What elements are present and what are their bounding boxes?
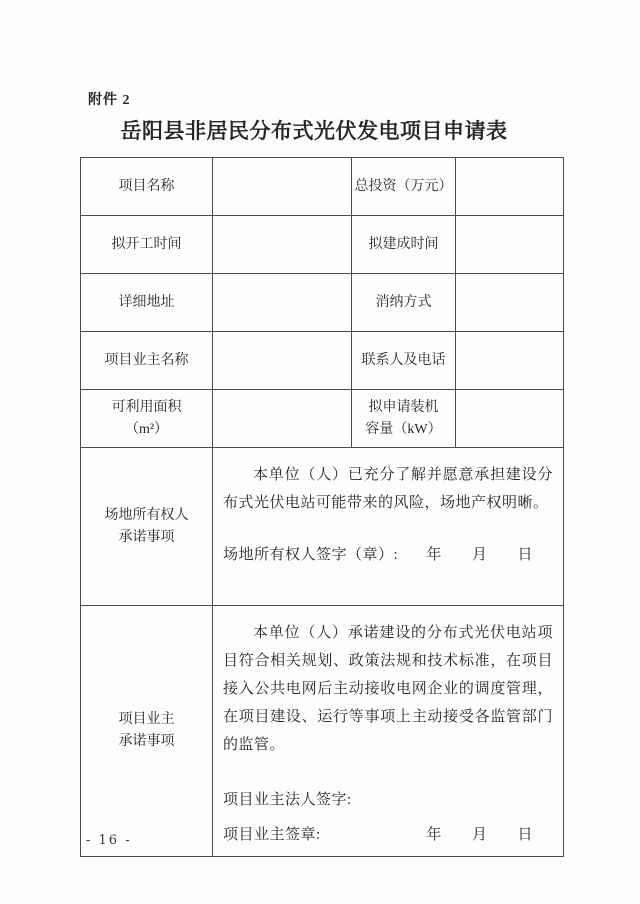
date-year-label: 年 [426,827,442,843]
date-month-label: 月 [471,547,488,563]
field-label-contact-phone: 联系人及电话 [352,332,456,390]
field-label-available-area [81,390,213,448]
field-value-consumption-mode [456,274,564,332]
field-label-owner-name: 项目业主名称 [81,332,213,390]
legal-person-signature-label: 项目业主法人签字: [223,792,352,808]
site-owner-signature-label: 场地所有权人签字（章）: [223,547,399,563]
field-value-completion-time [456,216,564,274]
attachment-label: 附件 2 [88,93,131,108]
field-value-start-time [213,216,352,274]
table-row-area-capacity [81,390,564,448]
project-owner-label-line2: 承诺事项 [118,734,175,749]
date-year-label: 年 [426,547,442,563]
site-owner-statement: 本单位（人）已充分了解并愿意承担建设分布式光伏电站可能带来的风险，场地产权明晰。 [223,467,553,511]
field-value-installed-capacity [456,390,564,448]
site-owner-label-line2: 承诺事项 [118,529,175,545]
table-row-address [81,274,564,332]
project-owner-date-group [426,824,533,846]
owner-seal-line [223,824,553,846]
project-owner-commitment-cell [213,606,564,857]
project-owner-signature-block [223,789,553,846]
field-value-available-area [213,390,352,448]
page-title: 岳阳县非居民分布式光伏发电项目申请表 [120,119,508,143]
date-day-label: 日 [517,547,533,563]
date-month-label: 月 [471,827,488,843]
table-row-project-name [81,158,564,216]
application-form-table [80,157,564,857]
site-owner-signature-line [223,544,553,566]
field-value-address [213,274,352,332]
legal-person-signature-line [223,789,553,811]
field-label-consumption-mode: 消纳方式 [352,274,456,332]
project-owner-label-line1: 项目业主 [118,712,175,727]
field-label-site-owner-commitment [81,448,213,606]
date-day-label: 日 [517,827,533,843]
field-label-available-area-line1: 可利用面积 [111,399,182,415]
field-label-installed-capacity-line2: 容量（kW） [365,421,442,437]
field-label-installed-capacity-line1: 拟申请装机 [368,399,439,415]
field-value-contact-phone [456,332,564,390]
field-value-total-investment [456,158,564,216]
page-number: - 16 - [86,833,132,848]
field-label-project-owner-commitment [81,606,213,857]
field-label-total-investment: 总投资（万元） [352,158,456,216]
project-owner-statement: 本单位（人）承诺建设的分布式光伏电站项目符合相关规划、政策法规和技术标准，在项目接入公共电网后主动接收电网企业的调度管理，在项目建设、运行等事项上主动接受各监管部门的监管。 [223,625,553,753]
table-row-start-time [81,216,564,274]
table-row-project-owner-commitment [81,606,564,857]
site-owner-label-line1: 场地所有权人 [104,507,189,523]
field-label-address: 详细地址 [81,274,213,332]
field-label-project-name: 项目名称 [81,158,213,216]
table-row-site-owner-commitment [81,448,564,606]
field-value-owner-name [213,332,352,390]
site-owner-commitment-cell [213,448,564,606]
table-row-owner-name [81,332,564,390]
owner-seal-label: 项目业主签章: [223,827,321,843]
field-label-installed-capacity [352,390,456,448]
field-label-start-time: 拟开工时间 [81,216,213,274]
field-value-project-name [213,158,352,216]
field-label-available-area-line2: （m²） [124,421,169,437]
site-owner-date-group [426,544,533,566]
field-label-completion-time: 拟建成时间 [352,216,456,274]
